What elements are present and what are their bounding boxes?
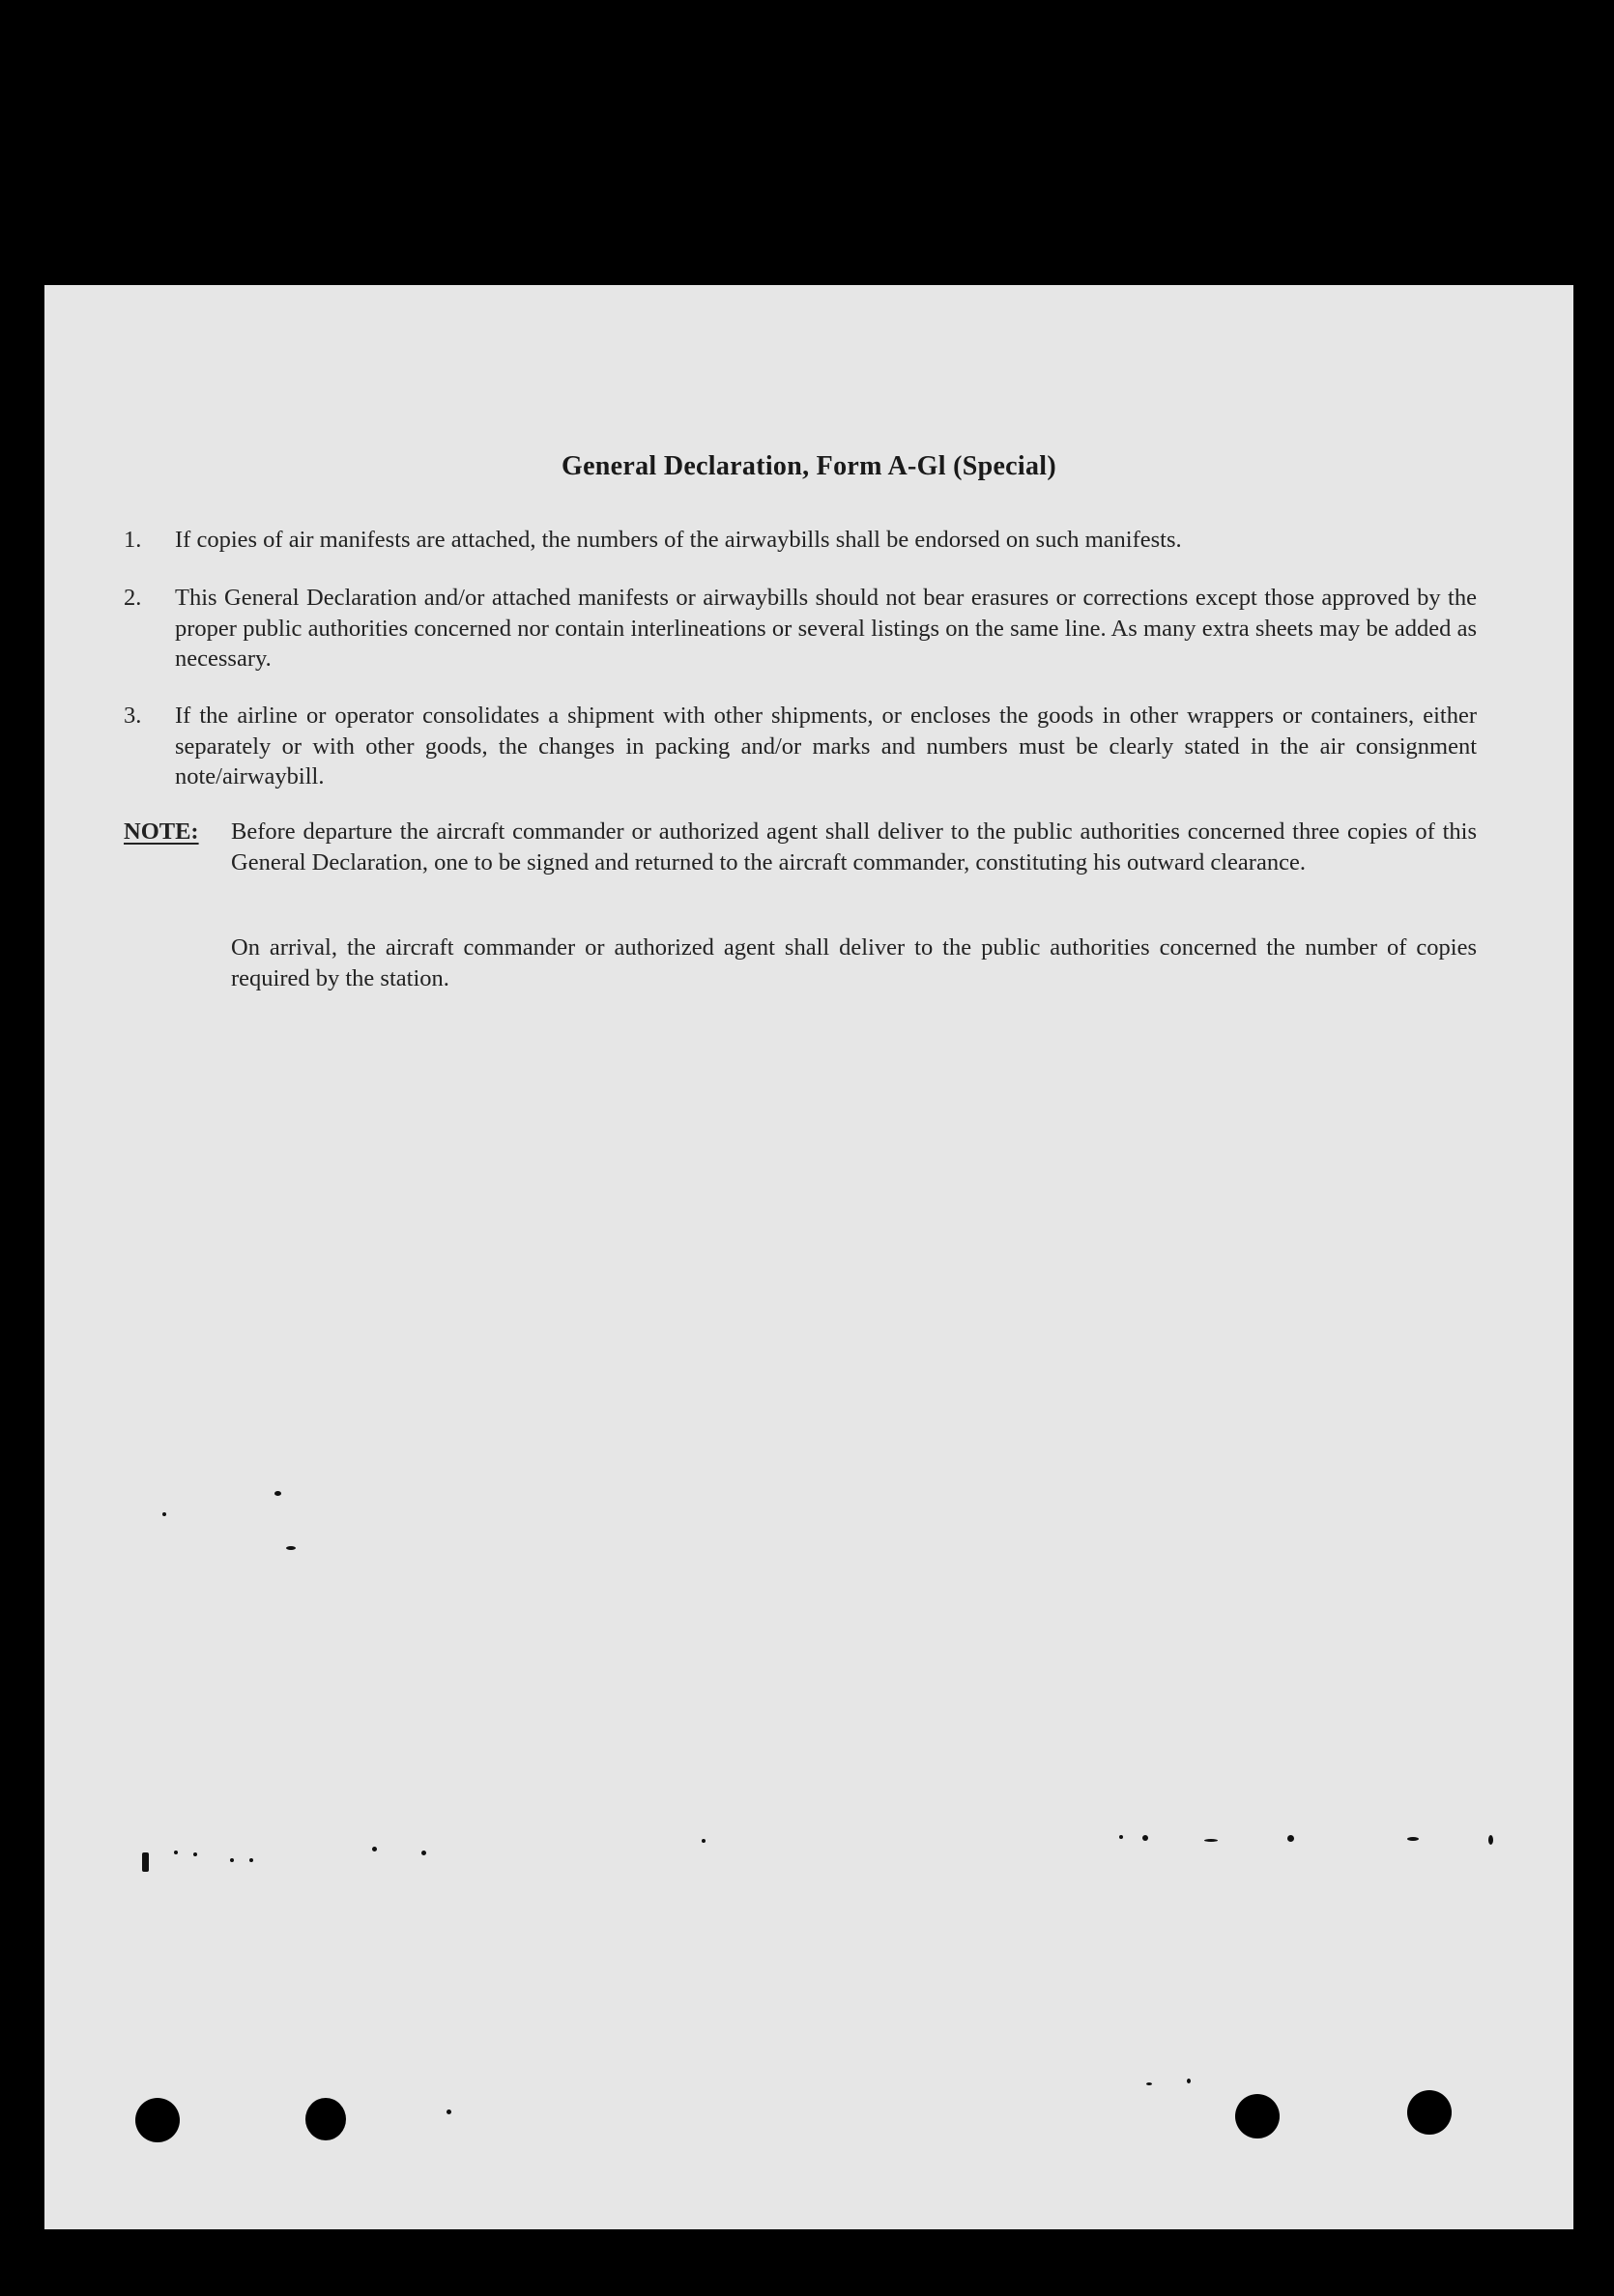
item-text: If copies of air manifests are attached, the numbers of the airwaybills shall be endorsed on such manifests. <box>175 527 1182 553</box>
speck <box>1287 1835 1294 1842</box>
speck <box>1407 1837 1419 1841</box>
punch-hole <box>1235 2094 1280 2138</box>
note-arrival-paragraph <box>124 933 1477 993</box>
speck <box>1146 2082 1152 2085</box>
speck <box>372 1847 377 1851</box>
punch-hole <box>305 2098 346 2140</box>
note-text: Before departure the aircraft commander or authorized agent shall deliver to the public authorities concerned three copies of this General Declaration, one to be signed and returned to the aircraft commander, constituting his outward clearance. <box>231 818 1477 875</box>
speck <box>1187 2079 1191 2083</box>
instruction-item-3 <box>124 701 1477 792</box>
speck <box>1488 1835 1493 1845</box>
item-number: 3. <box>124 703 142 729</box>
speck <box>286 1546 296 1550</box>
speck <box>174 1851 178 1854</box>
speck <box>447 2109 451 2114</box>
speck <box>274 1491 281 1496</box>
speck <box>193 1852 197 1856</box>
instruction-item-1 <box>124 525 1477 556</box>
arrival-text: On arrival, the aircraft commander or authorized agent shall deliver to the public authorities concerned the number of copies required by the station. <box>231 934 1477 991</box>
document-sheet <box>44 285 1573 2229</box>
item-number: 2. <box>124 585 142 611</box>
speck <box>1142 1835 1148 1841</box>
speck <box>142 1852 149 1872</box>
note-label: NOTE: <box>124 818 199 845</box>
punch-hole <box>135 2098 180 2142</box>
speck <box>249 1858 253 1862</box>
speck <box>1119 1835 1123 1839</box>
speck <box>162 1512 166 1516</box>
speck <box>230 1858 234 1862</box>
document-title: General Declaration, Form A-Gl (Special) <box>562 451 1056 481</box>
item-number: 1. <box>124 527 142 553</box>
punch-hole <box>1407 2090 1452 2135</box>
speck <box>1204 1839 1218 1842</box>
speck <box>702 1839 706 1843</box>
note-section <box>124 817 1477 877</box>
item-text: This General Declaration and/or attached manifests or airwaybills should not bear erasures or corrections except those approved by the proper public authorities concerned nor contain interlineations or several listings on the same line. As many extra sheets may be added as necessary. <box>175 585 1477 672</box>
speck <box>421 1851 426 1855</box>
instruction-item-2 <box>124 583 1477 674</box>
item-text: If the airline or operator consolidates a shipment with other shipments, or encloses the goods in other wrappers or containers, either separately or with other goods, the changes in packing and/or marks and numbers must be clearly stated in the air consignment note/airwaybill. <box>175 703 1477 789</box>
